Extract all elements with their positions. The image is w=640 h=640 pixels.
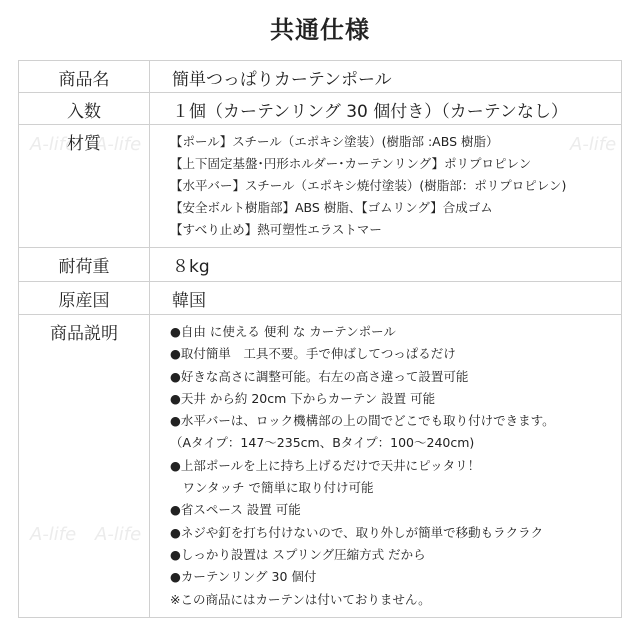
row-value: 簡単つっぱりカーテンポール — [150, 61, 622, 93]
row-value: １個（カーテンリング 30 個付き）（カーテンなし） — [150, 93, 622, 125]
row-label: 原産国 — [19, 282, 150, 315]
description-line: ●しっかり設置は スプリング圧縮方式 だから — [170, 546, 426, 562]
watermark: A-life — [30, 524, 77, 545]
row-value-list — [150, 125, 622, 248]
description-line: （Aタイプ：147～235cm、Bタイプ：100～240cm) — [170, 435, 475, 451]
description-line: ●取付簡単 工具不要。手で伸ばしてつっぱるだけ — [170, 346, 456, 362]
description-line: ●好きな高さに調整可能。右左の高さ違って設置可能 — [170, 368, 469, 384]
material-line: 【水平バー】スチール（エポキシ焼付塗装）(樹脂部：ポリプロピレン) — [170, 178, 567, 193]
row-value-list — [150, 315, 622, 618]
material-line: 【ポール】スチール（エポキシ塗装）(樹脂部 :ABS 樹脂） — [170, 134, 499, 149]
watermark: A-life — [95, 524, 142, 545]
table-row-origin — [19, 282, 622, 315]
description-line: ●水平バーは、ロック機構部の上の間でどこでも取り付けできます。 — [170, 413, 555, 429]
description-line: ●上部ポールを上に持ち上げるだけで天井にピッタリ！ — [170, 457, 481, 473]
table-row-product-name — [19, 61, 622, 93]
row-label: 材質 — [19, 125, 150, 248]
table-row-material — [19, 125, 622, 248]
spec-table — [18, 60, 622, 618]
watermark: A-life — [95, 134, 142, 155]
description-line: ●自由 に使える 便利 な カーテンポール — [170, 324, 396, 339]
description-line: ワンタッチ で簡単に取り付け可能 — [170, 480, 374, 496]
description-line: ●天井 から約 20cm 下からカーテン 設置 可能 — [170, 390, 436, 406]
row-label: 入数 — [19, 93, 150, 125]
material-line: 【安全ボルト樹脂部】ABS 樹脂、【ゴムリング】合成ゴム — [170, 200, 493, 215]
table-row-quantity — [19, 93, 622, 125]
description-line: ●省スペース 設置 可能 — [170, 502, 301, 518]
description-line: ※この商品にはカーテンは付いておりません。 — [170, 591, 431, 607]
material-line: 【上下固定基盤･円形ホルダー･カーテンリング】ポリプロピレン — [170, 156, 532, 171]
row-label: 商品名 — [19, 61, 150, 93]
watermark: A-life — [570, 134, 617, 155]
watermark: A-life — [30, 134, 77, 155]
row-label: 耐荷重 — [19, 248, 150, 282]
row-label: 商品説明 — [19, 315, 150, 618]
description-line: ●カーテンリング 30 個付 — [170, 569, 317, 585]
table-row-load-capacity — [19, 248, 622, 282]
description-line: ●ネジや釘を打ち付けないので、取り外しが簡単で移動もラクラク — [170, 524, 544, 540]
row-value: 韓国 — [150, 282, 622, 315]
table-row-description — [19, 315, 622, 618]
row-value: ８kg — [150, 248, 622, 282]
material-line: 【すべり止め】熱可塑性エラストマー — [170, 222, 382, 237]
page-title: 共通仕様 — [270, 16, 370, 44]
